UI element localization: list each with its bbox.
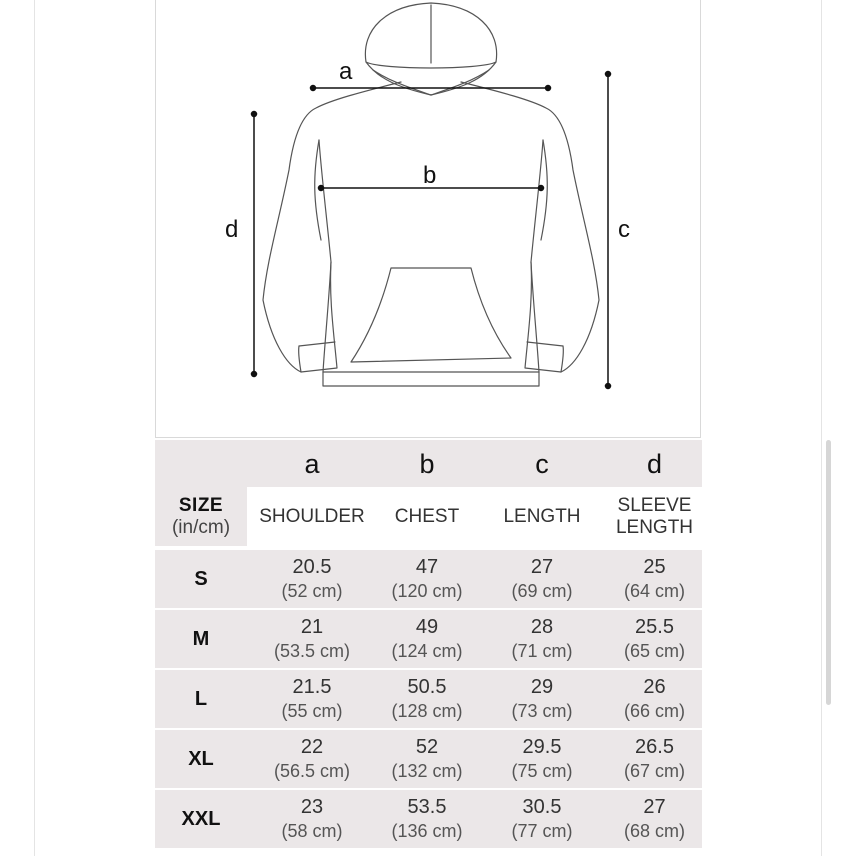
- cm-value: (71 cm): [511, 640, 573, 661]
- inch-value: 52: [415, 735, 439, 758]
- inch-value: 49: [415, 615, 439, 638]
- size-cell: [155, 610, 247, 668]
- inch-value: 28: [530, 615, 554, 638]
- size-cell: [155, 730, 247, 788]
- column-header-length: [477, 487, 607, 546]
- size-label: XXL: [181, 807, 221, 830]
- letter-header-b: [377, 440, 477, 487]
- table-row: [155, 670, 702, 728]
- letter-c: c: [535, 449, 549, 479]
- measure-cell: [607, 610, 702, 668]
- inch-value: 26: [643, 675, 666, 698]
- letter-b: b: [419, 449, 435, 479]
- measure-label-d: d: [225, 216, 239, 243]
- measure-cell: [477, 610, 607, 668]
- size-column-header: [155, 487, 247, 546]
- cm-value: (68 cm): [623, 820, 685, 841]
- cm-value: (52 cm): [281, 580, 343, 601]
- inch-value: 21.5: [292, 675, 332, 698]
- cm-value: (64 cm): [623, 580, 685, 601]
- inch-value: 30.5: [522, 795, 562, 818]
- measure-cell: [607, 550, 702, 608]
- measure-cell: [247, 610, 377, 668]
- measure-cell: [247, 730, 377, 788]
- column-header-shoulder: [247, 487, 377, 546]
- measure-cell: [247, 670, 377, 728]
- table-row: [155, 550, 702, 608]
- size-label: S: [194, 567, 208, 590]
- measure-cell: [477, 790, 607, 848]
- inch-value: 26.5: [635, 735, 674, 758]
- letter-header-c: [477, 440, 607, 487]
- cm-value: (55 cm): [281, 700, 343, 721]
- measure-cell: [247, 550, 377, 608]
- cm-value: (75 cm): [511, 760, 573, 781]
- size-cell: [155, 550, 247, 608]
- size-cell: [155, 790, 247, 848]
- cm-value: (124 cm): [391, 640, 463, 661]
- measure-label-c: c: [618, 216, 630, 243]
- scrollbar-thumb[interactable]: [826, 440, 831, 705]
- cm-value: (58 cm): [281, 820, 343, 841]
- column-header-chest: [377, 487, 477, 546]
- column-header-sleeve-length: [607, 487, 702, 546]
- cm-value: (66 cm): [623, 700, 685, 721]
- inch-value: 53.5: [407, 795, 447, 818]
- inch-value: 27: [643, 795, 666, 818]
- cm-value: (65 cm): [623, 640, 685, 661]
- inch-value: 20.5: [292, 555, 332, 578]
- measure-cell: [247, 790, 377, 848]
- inch-value: 47: [415, 555, 439, 578]
- table-row: [155, 790, 702, 848]
- table-row: [155, 610, 702, 668]
- letter-a: a: [304, 449, 320, 479]
- column-header-text: CHEST: [394, 505, 460, 527]
- measure-cell: [607, 730, 702, 788]
- inch-value: 23: [300, 795, 324, 818]
- cm-value: (67 cm): [623, 760, 685, 781]
- cm-value: (128 cm): [391, 700, 463, 721]
- inch-value: 50.5: [407, 675, 447, 698]
- letter-header-d: [607, 440, 702, 487]
- size-label: M: [192, 627, 210, 650]
- cm-value: (120 cm): [391, 580, 463, 601]
- measure-label-a: a: [339, 58, 353, 85]
- column-header-text-line2: LENGTH: [615, 516, 694, 538]
- size-header-label: SIZE: [178, 494, 224, 516]
- column-header-text: SHOULDER: [259, 505, 365, 527]
- measure-cell: [377, 550, 477, 608]
- measure-cell: [477, 730, 607, 788]
- inch-value: 29.5: [522, 735, 562, 758]
- measure-cell: [477, 670, 607, 728]
- inch-value: 22: [300, 735, 324, 758]
- inch-value: 29: [530, 675, 554, 698]
- inch-value: 27: [530, 555, 554, 578]
- column-header-text: LENGTH: [503, 505, 581, 527]
- measure-cell: [377, 670, 477, 728]
- measure-cell: [607, 790, 702, 848]
- cm-value: (77 cm): [511, 820, 573, 841]
- cm-value: (73 cm): [511, 700, 573, 721]
- inch-value: 25.5: [635, 615, 674, 638]
- size-label: L: [194, 687, 208, 710]
- measure-label-b: b: [423, 162, 437, 189]
- size-cell: [155, 670, 247, 728]
- column-header-text: SLEEVE: [617, 494, 692, 516]
- letter-d: d: [646, 449, 663, 479]
- table-column-header-row: [155, 487, 702, 546]
- measure-cell: [377, 730, 477, 788]
- table-row: [155, 730, 702, 788]
- hoodie-illustration: [1, 0, 856, 438]
- table-letter-header-row: [155, 440, 702, 487]
- cm-value: (132 cm): [391, 760, 463, 781]
- letter-header-a: [247, 440, 377, 487]
- cm-value: (53.5 cm): [273, 640, 351, 661]
- inch-value: 25: [643, 555, 666, 578]
- inch-value: 21: [300, 615, 324, 638]
- hoodie-diagram: [155, 0, 701, 438]
- size-header-units: (in/cm): [171, 516, 231, 538]
- measure-cell: [377, 790, 477, 848]
- letter-header-empty: [155, 440, 247, 487]
- cm-value: (69 cm): [511, 580, 573, 601]
- cm-value: (136 cm): [391, 820, 463, 841]
- measure-cell: [607, 670, 702, 728]
- size-label: XL: [188, 747, 214, 770]
- cm-value: (56.5 cm): [273, 760, 351, 781]
- measure-cell: [377, 610, 477, 668]
- measure-cell: [477, 550, 607, 608]
